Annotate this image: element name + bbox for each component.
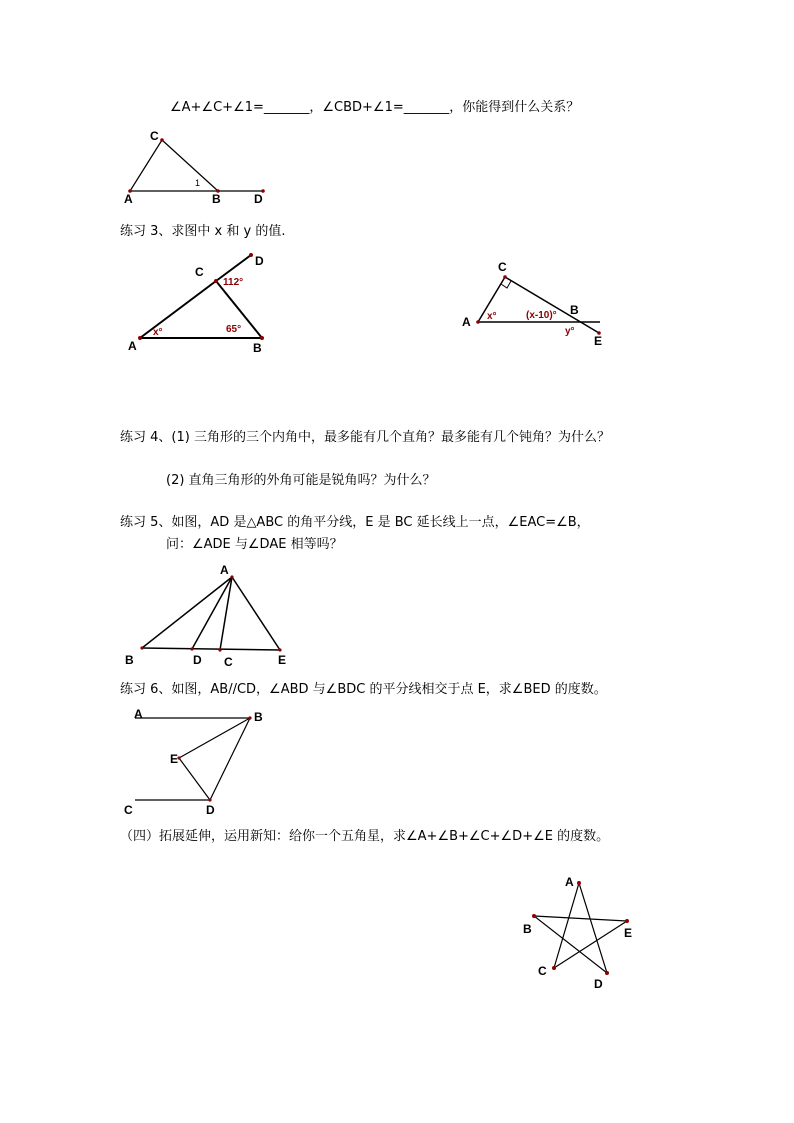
exercise-5-line-1: 练习 5、如图，AD 是△ABC 的角平分线，E 是 BC 延长线上一点，∠EAC=∠B， xyxy=(120,515,590,530)
label-E: E xyxy=(170,752,179,766)
label-D: D xyxy=(594,977,603,991)
label-C: C xyxy=(150,129,159,143)
figure-exercise-5 xyxy=(120,560,300,675)
figure-pentagram xyxy=(505,870,650,995)
label-A: A xyxy=(220,563,229,577)
label-angle-112: 112° xyxy=(223,277,244,288)
label-angle-y: y° xyxy=(565,326,575,337)
figure-exercise-3-left xyxy=(125,250,285,355)
label-A: A xyxy=(124,192,133,206)
label-E: E xyxy=(594,334,603,348)
extension-question: （四）拓展延伸，运用新知：给你一个五角星，求∠A+∠B+∠C+∠D+∠E 的度数。 xyxy=(120,829,610,844)
label-B: B xyxy=(570,303,579,317)
label-angle-x-minus-10: (x-10)° xyxy=(526,310,557,321)
label-B: B xyxy=(212,192,221,206)
label-angle-x: x° xyxy=(487,311,497,322)
label-C: C xyxy=(195,265,204,279)
label-A: A xyxy=(462,315,471,329)
label-E: E xyxy=(624,926,633,940)
figure-exercise-6 xyxy=(118,700,278,820)
label-D: D xyxy=(254,192,263,206)
label-B: B xyxy=(523,922,532,936)
label-B: B xyxy=(253,341,262,355)
label-B: B xyxy=(125,653,134,667)
figure-triangle-exterior-angle xyxy=(115,125,275,210)
label-C: C xyxy=(124,803,133,817)
label-D: D xyxy=(193,653,202,667)
label-angle-65: 65° xyxy=(226,324,242,335)
label-E: E xyxy=(278,653,287,667)
exercise-4-part-2: (2) 直角三角形的外角可能是锐角吗？为什么？ xyxy=(166,473,436,488)
figure-exercise-3-right xyxy=(455,255,615,350)
label-C: C xyxy=(538,964,547,978)
question-angle-sum: ∠A+∠C+∠1=_______，∠CBD+∠1=_______，你能得到什么关系？ xyxy=(170,100,580,115)
label-angle-1: 1 xyxy=(195,178,201,188)
exercise-6-title: 练习 6、如图，AB//CD，∠ABD 与∠BDC 的平分线相交于点 E，求∠BED 的度数。 xyxy=(120,682,607,697)
label-D: D xyxy=(206,803,215,817)
label-D: D xyxy=(255,254,264,268)
exercise-3-title: 练习 3、求图中 x 和 y 的值. xyxy=(120,224,286,239)
label-A: A xyxy=(134,707,143,721)
label-A: A xyxy=(565,875,574,889)
label-angle-x: x° xyxy=(153,327,163,338)
exercise-4-part-1: 练习 4、(1) 三角形的三个内角中，最多能有几个直角？最多能有几个钝角？为什么？ xyxy=(120,430,610,445)
label-C: C xyxy=(224,655,233,669)
label-B: B xyxy=(254,710,263,724)
exercise-5-line-2: 问：∠ADE 与∠DAE 相等吗？ xyxy=(166,537,343,552)
label-C: C xyxy=(498,260,507,274)
label-A: A xyxy=(128,339,137,353)
